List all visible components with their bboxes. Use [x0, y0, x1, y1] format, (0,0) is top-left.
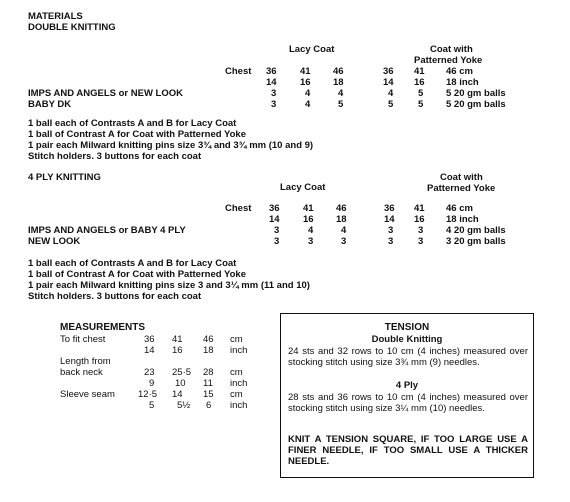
tension-dk-text: 24 sts and 32 rows to 10 cm (4 inches) measured over stocking stitch using size 3¾ mm (9) needles.: [288, 346, 528, 368]
fp-coat-chest-inch-3: 18 inch: [446, 214, 479, 225]
measure-chest-cm-unit: cm: [230, 334, 243, 345]
measure-chest-inch-3: 18: [203, 345, 214, 356]
yarn1-lacy-2: 4: [305, 88, 311, 99]
measure-chest-cm-1: 36: [144, 334, 155, 345]
tension-box: [280, 313, 534, 478]
fp-chest-inch-2: 16: [303, 214, 314, 225]
chest-inch-1: 14: [266, 77, 277, 88]
materials-heading: MATERIALS: [28, 11, 83, 22]
yarn2-lacy-2: 4: [305, 99, 311, 110]
dk-note-4: Stitch holders. 3 buttons for each coat: [28, 151, 202, 162]
coat-chest-cm-2: 41: [414, 66, 425, 77]
yarn2-lacy-1: 3: [271, 99, 277, 110]
fp-chest-inch-3: 18: [336, 214, 347, 225]
fp-coat-chest-cm-1: 36: [384, 203, 395, 214]
measure-sleeve-cm-3: 15: [203, 389, 214, 400]
measure-sleeve-inch-unit: inch: [230, 400, 248, 411]
fp-yarn1-lacy-2: 4: [308, 225, 314, 236]
measure-label-length-1: Length from: [60, 356, 111, 367]
chest-label: Chest: [225, 66, 252, 77]
measure-sleeve-inch-1: 5: [149, 400, 155, 411]
yarn2-coat-2: 5: [418, 99, 424, 110]
coat-chest-inch-3: 18 inch: [446, 77, 479, 88]
tension-dk-heading: Double Knitting: [371, 334, 443, 345]
measure-length-inch-1: 9: [149, 378, 155, 389]
yarn1-lacy-3: 4: [338, 88, 344, 99]
coat-chest-cm-3: 46 cm: [446, 66, 473, 77]
tension-heading: TENSION: [384, 322, 430, 333]
measure-sleeve-cm-1: 12·5: [138, 389, 158, 400]
fp-note-1: 1 ball each of Contrasts A and B for Lacy Coat: [28, 258, 237, 269]
tension-ply-text: 28 sts and 36 rows to 10 cm (4 inches) measured over stocking stitch using size 3¼ mm (10) needles.: [288, 392, 528, 414]
fp-chest-label: Chest: [225, 203, 252, 214]
measure-length-inch-unit: inch: [230, 378, 248, 389]
four-ply-heading: 4 PLY KNITTING: [28, 172, 101, 183]
dk-note-1: 1 ball each of Contrasts A and B for Lacy Coat: [28, 118, 237, 129]
fp-yarn2-coat-1: 3: [388, 236, 394, 247]
measure-length-cm-2: 25·5: [172, 367, 192, 378]
measure-label-chest: To fit chest: [60, 334, 106, 345]
fp-coat-with-header: Coat with: [440, 172, 483, 183]
yarn-imps-angels-baby-4ply: IMPS AND ANGELS or BABY 4 PLY: [28, 225, 186, 236]
measure-length-cm-3: 28: [203, 367, 214, 378]
measure-label-sleeve: Sleeve seam: [60, 389, 115, 400]
yarn2-coat-3: 5 20 gm balls: [446, 99, 506, 110]
fp-coat-chest-cm-3: 46 cm: [446, 203, 473, 214]
dk-note-3: 1 pair each Milward knitting pins size 3¾ and 3¾ mm (10 and 9): [28, 140, 314, 151]
fp-note-3: 1 pair each Milward knitting pins size 3 and 3¼ mm (11 and 10): [28, 280, 310, 291]
measure-label-length-2: back neck: [60, 367, 103, 378]
fp-yarn1-coat-1: 3: [388, 225, 394, 236]
fp-yarn2-coat-2: 3: [418, 236, 424, 247]
chest-cm-3: 46: [333, 66, 344, 77]
measure-length-cm-1: 23: [144, 367, 155, 378]
yarn1-coat-2: 5: [418, 88, 424, 99]
measure-chest-inch-2: 16: [172, 345, 183, 356]
lacy-coat-header: Lacy Coat: [289, 44, 335, 55]
yarn-imps-angels-new-look: IMPS AND ANGELS or NEW LOOK: [28, 88, 183, 99]
coat-chest-cm-1: 36: [383, 66, 394, 77]
measure-length-cm-unit: cm: [230, 367, 243, 378]
dk-note-2: 1 ball of Contrast A for Coat with Patterned Yoke: [28, 129, 246, 140]
yarn-baby-dk: BABY DK: [28, 99, 72, 110]
fp-chest-cm-2: 41: [303, 203, 314, 214]
fp-note-4: Stitch holders. 3 buttons for each coat: [28, 291, 202, 302]
chest-inch-2: 16: [300, 77, 311, 88]
tension-ply-heading: 4 Ply: [395, 380, 419, 391]
double-knitting-heading: DOUBLE KNITTING: [28, 22, 116, 33]
fp-coat-chest-inch-1: 14: [384, 214, 395, 225]
fp-yarn1-coat-3: 4 20 gm balls: [446, 225, 506, 236]
measure-chest-inch-unit: inch: [230, 345, 248, 356]
measure-chest-cm-3: 46: [203, 334, 214, 345]
measure-sleeve-cm-2: 14: [172, 389, 183, 400]
yarn1-lacy-1: 3: [271, 88, 277, 99]
yarn1-coat-1: 4: [388, 88, 394, 99]
chest-cm-1: 36: [266, 66, 277, 77]
fp-coat-chest-cm-2: 41: [414, 203, 425, 214]
chest-inch-3: 18: [333, 77, 344, 88]
measure-sleeve-inch-3: 6: [206, 400, 212, 411]
fp-yarn2-lacy-1: 3: [274, 236, 280, 247]
fp-yarn1-coat-2: 3: [418, 225, 424, 236]
measure-chest-cm-2: 41: [172, 334, 183, 345]
coat-with-header: Coat with: [430, 44, 473, 55]
measure-chest-inch-1: 14: [144, 345, 155, 356]
fp-note-2: 1 ball of Contrast A for Coat with Patterned Yoke: [28, 269, 246, 280]
tension-warning: KNIT A TENSION SQUARE, IF TOO LARGE USE A FINER NEEDLE, IF TOO SMALL USE A THICKER NEEDLE.: [288, 434, 528, 467]
coat-chest-inch-1: 14: [383, 77, 394, 88]
measure-length-inch-2: 10: [175, 378, 186, 389]
fp-yarn1-lacy-1: 3: [274, 225, 280, 236]
yarn-new-look: NEW LOOK: [28, 236, 81, 247]
fp-coat-chest-inch-2: 16: [414, 214, 425, 225]
fp-patterned-yoke-header: Patterned Yoke: [427, 183, 496, 194]
fp-yarn2-lacy-3: 3: [341, 236, 347, 247]
measure-sleeve-cm-unit: cm: [230, 389, 243, 400]
fp-yarn2-coat-3: 3 20 gm balls: [446, 236, 506, 247]
patterned-yoke-header: Patterned Yoke: [414, 55, 483, 66]
fp-chest-cm-3: 46: [336, 203, 347, 214]
yarn1-coat-3: 5 20 gm balls: [446, 88, 506, 99]
measure-sleeve-inch-2: 5½: [177, 400, 191, 411]
measurements-heading: MEASUREMENTS: [60, 322, 146, 333]
measure-length-inch-3: 11: [203, 378, 213, 389]
yarn2-coat-1: 5: [388, 99, 394, 110]
coat-chest-inch-2: 16: [414, 77, 425, 88]
fp-lacy-coat-header: Lacy Coat: [280, 182, 326, 193]
fp-yarn1-lacy-3: 4: [341, 225, 347, 236]
fp-yarn2-lacy-2: 3: [308, 236, 314, 247]
fp-chest-inch-1: 14: [269, 214, 280, 225]
yarn2-lacy-3: 5: [338, 99, 344, 110]
chest-cm-2: 41: [300, 66, 311, 77]
fp-chest-cm-1: 36: [269, 203, 280, 214]
